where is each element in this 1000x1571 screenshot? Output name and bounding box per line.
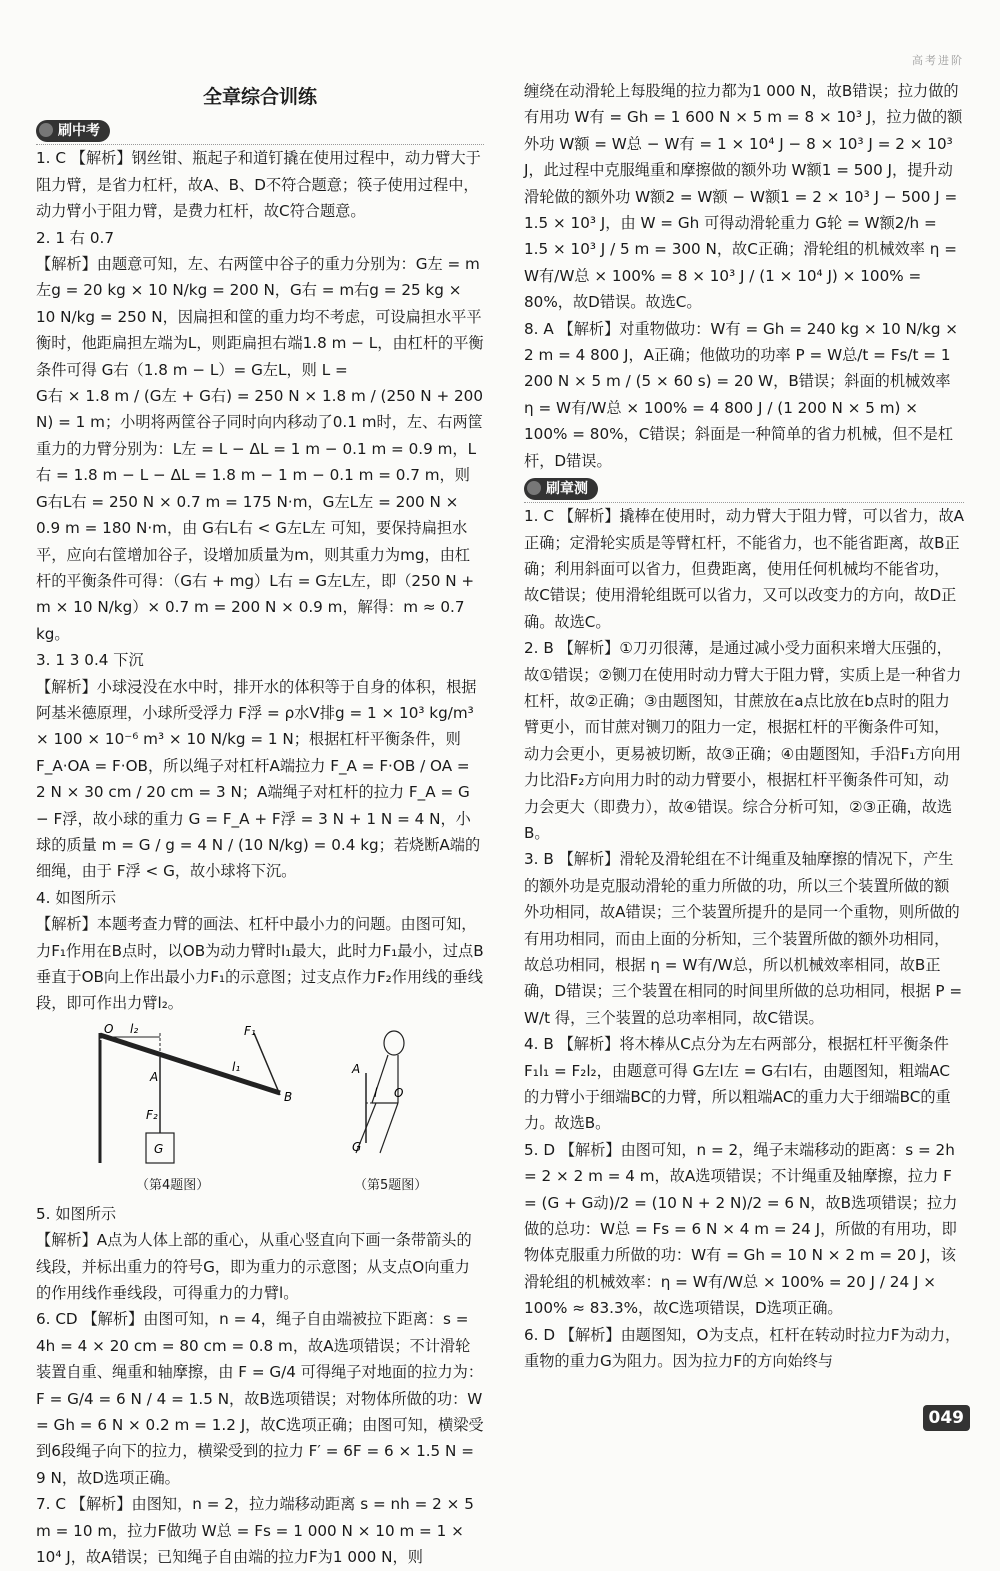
answer-4-analysis: 【解析】本题考查力臂的画法、杠杆中最小力的问题。由图可知，力F₁作用在B点时，以OB为动力臂时l₁最大，此时力F₁最小，过点B垂直于OB向上作出最小力F₁的示意图；过支点作力F₂作用线的垂线段，即可作出力臂l₂。 [36,915,484,1013]
header-tag: 高考进阶 [912,54,964,67]
answer-2-analysis-b: G右 × 1.8 m / (G左 + G右) = 250 N × 1.8 m / (250 N + 200 N) = 1 m；小明将两筐谷子同时向内移动了0.1 m时，左、右两筐重力的力臂分别为：L左 = L − ΔL = 1 m − 0.1 m = 0.9 m，L右 = 1.8 m − L − ΔL = 1.8 m − 1 m − 0.1 m = 0.7 m，则 G右L右 = 250 N × 0.7 m = 175 N·m，G左L左 = 200 N × 0.9 m = 180 N·m，由 G右L右 < G左L左 可知，要保持扁担水平，应向右筐增加谷子，设增加质量为m，则其重力为mg，由杠杆的平衡条件可得：（G右 + mg）L右 = G左L左，即（250 N + m × 10 N/kg）× 0.7 m = 200 N × 0.9 m，解得：m ≈ 0.7 kg。 [36,387,483,643]
figure-4-lever-diagram [94,1023,294,1173]
zhongkao-badge: 刷中考 [36,120,110,142]
figure-5-body-diagram [336,1023,446,1173]
fig4-label-F1: F₁ [244,1023,256,1038]
answer-3: 3. 1 3 0.4 下沉 [36,651,144,670]
answer-3-analysis: 【解析】小球浸没在水中时，排开水的体积等于自身的体积，根据阿基米德原理，小球所受浮力 F浮 = ρ水V排g = 1 × 10³ kg/m³ × 100 × 10⁻⁶ m³ × 10 N/kg = 1 N；根据杠杆平衡条件，则 F_A·OA = F·OB，所以绳子对杠杆A端拉力 F_A = F·OB / OA = 2 N × 30 cm / 20 cm = 3 N；A端绳子对杠杆的拉力 F_A = G − F浮，故小球的重力 G = F_A + F浮 = 3 N + 1 N = 4 N，小球的质量 m = G / g = 4 N / (10 N/kg) = 0.4 kg；若烧断A端的细绳，由于 F浮 < G，故小球将下沉。 [36,677,481,881]
chapter-answer-6: 6. D 【解析】由题图知，O为支点，杠杆在转动时拉力F为动力，重物的重力G为阻力。因为拉力F的方向始终与 [524,1325,961,1371]
answer-7: 7. C 【解析】由图知，n = 2，拉力端移动距离 s = nh = 2 × 5 m = 10 m，拉力F做功 W总 = Fs = 1 000 N × 10 m = 1 × 10⁴ J，故A错误；已知绳子自由端的拉力F为1 000 N，则 [36,1495,474,1567]
answer-1: 1. C 【解析】钢丝钳、瓶起子和道钉撬在使用过程中，动力臂大于阻力臂，是省力杠杆，故A、B、D不符合题意；筷子使用过程中，动力臂小于阻力臂，是费力杠杆，故C符合题意。 [36,149,481,221]
right-column [524,78,964,1375]
answer-5: 5. 如图所示 [36,1204,117,1223]
fig4-label-F2: F₂ [146,1107,158,1122]
answer-4: 4. 如图所示 [36,888,117,907]
zhongkao-section-header [36,116,484,145]
figures-4-5 [36,1023,484,1195]
fig5-label-A: A [352,1061,361,1076]
answer-2-analysis-a: 【解析】由题意可知，左、右两筐中谷子的重力分别为：G左 = m左g = 20 kg × 10 N/kg = 200 N，G右 = m右g = 25 kg × 10 N/kg = 250 N，因扁担和筐的重力均不考虑，可设扁担水平平衡时，他距扁担左端为L，则距扁担右端1.8 m − L，由杠杆的平衡条件可得 G右（1.8 m − L）= G左L，则 L = [36,255,484,379]
fig4-label-O: O [104,1022,114,1036]
page-number: 049 [923,1405,971,1431]
fig4-label-B: B [284,1089,293,1104]
fig5-label-l: l [374,1085,378,1100]
chapter-answer-1: 1. C 【解析】撬棒在使用时，动力臂大于阻力臂，可以省力，故A正确；定滑轮实质是等臂杠杆，不能省力，也不能省距离，故B正确；利用斜面可以省力，但费距离，使用任何机械均不能省功，故C错误；使用滑轮组既可以省力，又可以改变力的方向，故D正确。故选C。 [524,507,965,631]
answer-8: 8. A 【解析】对重物做功：W有 = Gh = 240 kg × 10 N/kg × 2 m = 4 800 J，A正确；他做功的功率 P = W总/t = Fs/t = 1 200 N × 5 m / (5 × 60 s) = 20 W，B错误；斜面的机械效率 η = W有/W总 × 100% = 4 800 J / (1 200 N × 5 m) × 100% = 80%，C错误；斜面是一种简单的省力机械，但不是杠杆，D错误。 [524,319,959,470]
figure-5-caption: （第5题图） [354,1177,428,1193]
figure-4-caption: （第4题图） [136,1177,210,1193]
fig5-label-G: G [352,1139,362,1154]
answer-6: 6. CD 【解析】由图可知，n = 4，绳子自由端被拉下距离：s = 4h = 4 × 20 cm = 80 cm = 0.8 m，故A选项错误；不计滑轮装置自重、绳重和轴摩擦，由 F = G/4 可得绳子对地面的拉力为：F = G/4 = 6 N / 4 = 1.5 N，故B选项错误；对物体所做的功：W = Gh = 6 N × 0.2 m = 1.2 J，故C选项正确；由图可知，横梁受到6段绳子向下的拉力，横梁受到的拉力 F′ = 6F = 6 × 1.5 N = 9 N，故D选项正确。 [36,1310,484,1487]
fig4-label-l1: l₁ [232,1059,241,1074]
chapter-answer-5: 5. D 【解析】由图可知，n = 2，绳子末端移动的距离：s = 2h = 2 × 2 m = 4 m，故A选项错误；不计绳重及轴摩擦，拉力 F = (G + G动)/2 = (10 N + 2 N)/2 = 6 N，故B选项错误；拉力做的总功：W总 = Fs = 6 N × 4 m = 24 J，所做的有用功，即物体克服重力所做的功：W有 = Gh = 10 N × 2 m = 20 J，该滑轮组的机械效率：η = W有/W总 × 100% = 20 J / 24 J × 100% ≈ 83.3%，故C选项错误，D选项正确。 [524,1140,958,1318]
fig4-label-A: A [150,1069,159,1084]
zhangce-badge: 刷章测 [524,478,598,500]
left-column [36,0,484,1571]
answer-5-analysis: 【解析】A点为人体上部的重心，从重心竖直向下画一条带箭头的线段，并标出重力的符号G，即为重力的示意图；从支点O向重力的作用线作垂线段，可得重力的力臂l。 [36,1231,472,1303]
fig4-label-G: G [154,1141,164,1156]
chapter-answer-3: 3. B 【解析】滑轮及滑轮组在不计绳重及轴摩擦的情况下，产生的额外功是克服动滑轮的重力所做的功，所以三个装置所做的额外功相同，故A错误；三个装置所提升的是同一个重物，则所做的有用功相同，而由上面的分析知，三个装置所做的额外功相同，故总功相同，根据 η = W有/W总，所以机械效率相同，故B正确，D错误；三个装置在相同的时间里所做的总功相同，根据 P = W/t 得，三个装置的总功率相同，故C错误。 [524,850,963,1027]
zhangce-section-header [524,474,964,503]
chapter-answer-2: 2. B 【解析】①刀刃很薄，是通过减小受力面积来增大压强的，故①错误；②铡刀在使用时动力臂大于阻力臂，实质上是一种省力杠杆，故②正确；③由题图知，甘蔗放在a点比放在b点时的阻力臂更小，而甘蔗对铡刀的阻力一定，根据杠杆的平衡条件可知，动力会更小，更易被切断，故③正确；④由题图知，手沿F₁方向用力比沿F₂方向用力时的动力臂要小，根据杠杆平衡条件可知，动力会更大（即费力），故④错误。综合分析可知，②③正确，故选B。 [524,639,962,842]
page-title: 全章综合训练 [202,86,317,108]
chapter-answer-4: 4. B 【解析】将木棒从C点分为左右两部分，根据杠杆平衡条件 F₁l₁ = F₂l₂，由题意可得 G左l左 = G右l右，由题图知，粗端AC的力臂小于细端BC的力臂，所以粗端AC的重力大于细端BC的重力。故选B。 [524,1035,951,1133]
answer-2: 2. 1 右 0.7 [36,228,114,247]
fig5-label-O: O [394,1085,404,1100]
answer-7-continued: 缠绕在动滑轮上每股绳的拉力都为1 000 N，故B错误；拉力做的有用功 W有 = Gh = 1 600 N × 5 m = 8 × 10³ J，拉力做的额外功 W额 = W总 − W有 = 1 × 10⁴ J − 8 × 10³ J = 2 × 10³ J，此过程中克服绳重和摩擦做的额外功 W额1 = 500 J，提升动滑轮做的额外功 W额2 = W额 − W额1 = 2 × 10³ J − 500 J = 1.5 × 10³ J，由 W = Gh 可得动滑轮重力 G轮 = W额2/h = 1.5 × 10³ J / 5 m = 300 N，故C正确；滑轮组的机械效率 η = W有/W总 × 100% = 8 × 10³ J / (1 × 10⁴ J) × 100% = 80%，故D错误。故选C。 [524,82,963,312]
fig4-label-l2: l₂ [130,1022,139,1036]
